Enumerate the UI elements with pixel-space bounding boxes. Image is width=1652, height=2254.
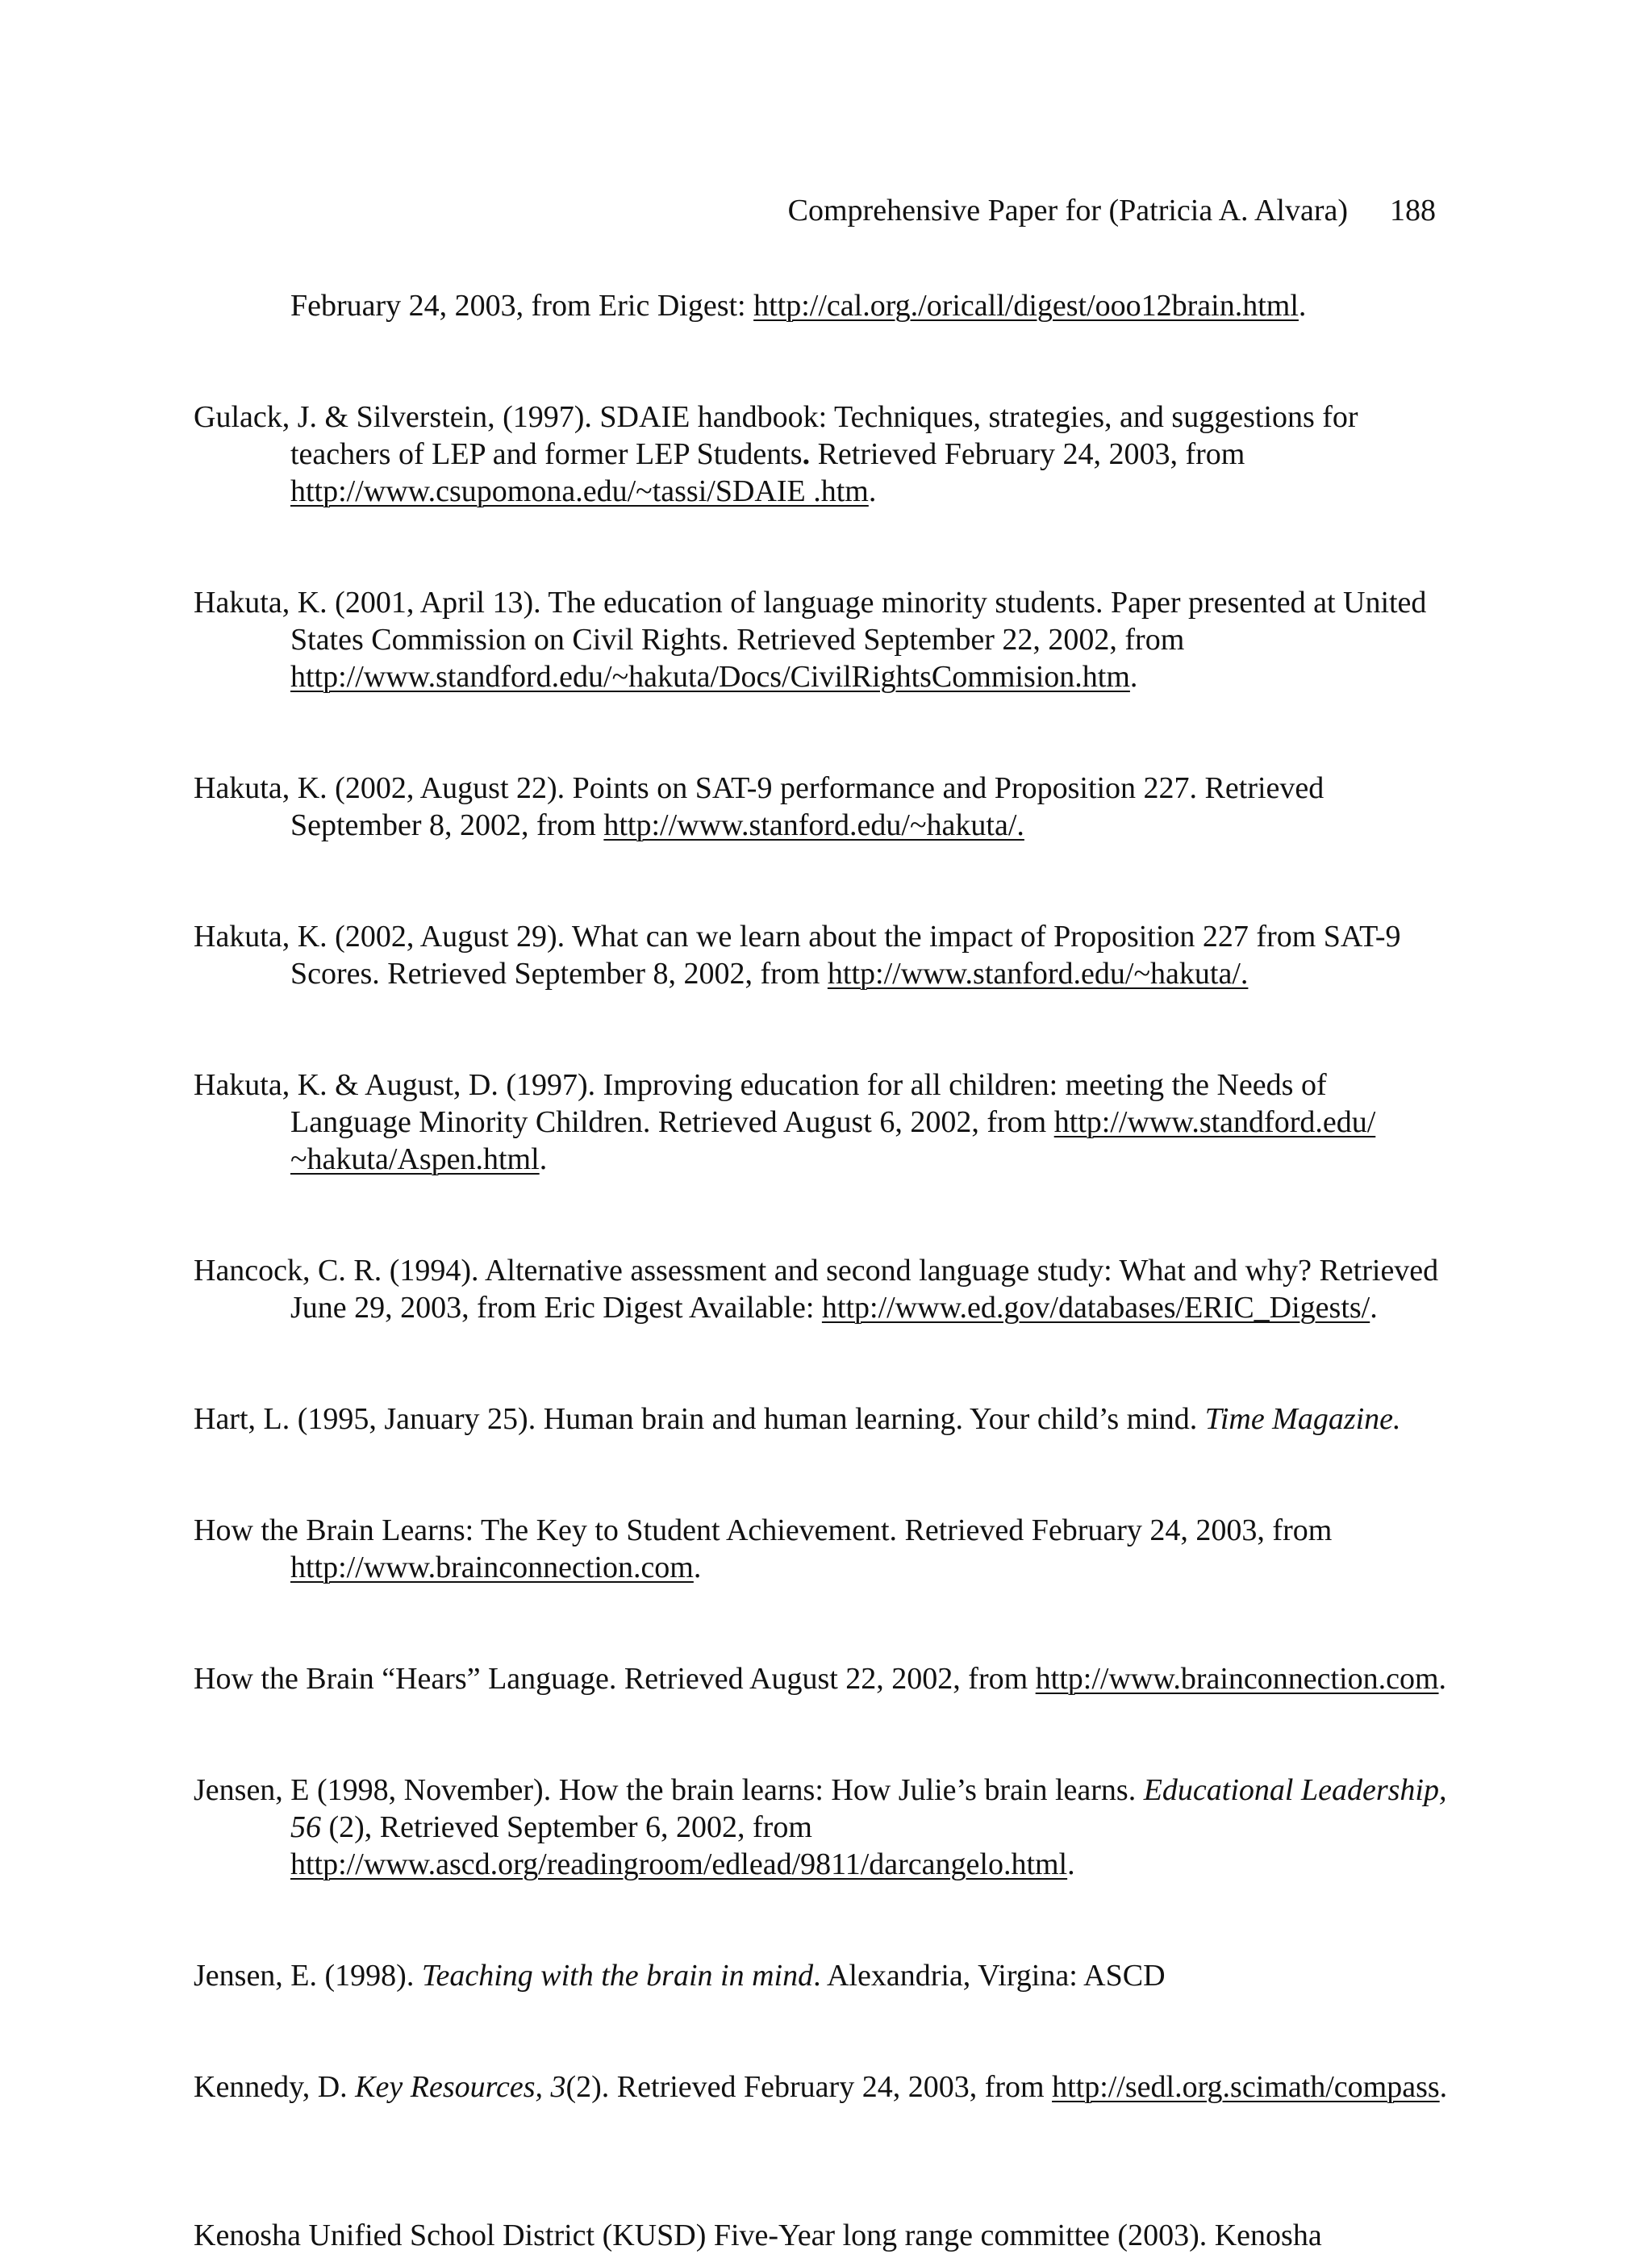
reference-text: Hart, L. (1995, January 25). Human brain and human learning. Your child’s mind. — [194, 1402, 1205, 1436]
reference-entry — [194, 1400, 1452, 1438]
reference-entry — [194, 1660, 1452, 1697]
reference-entry — [194, 287, 1452, 324]
reference-text: Hakuta, K. (2001, April 13). The education of language minority students. Paper presented at United States Commission on Civil Rights. Retrieved September 22, 2002, from — [194, 586, 1427, 657]
reference-entry — [194, 1252, 1452, 1326]
reference-entry — [194, 1772, 1452, 1883]
reference-italic-text: Time Magazine. — [1204, 1402, 1401, 1436]
reference-link[interactable]: http://www.stanford.edu/~hakuta/. — [827, 957, 1249, 991]
reference-link[interactable]: http://www.brainconnection.com — [290, 1551, 694, 1584]
reference-text: How the Brain Learns: The Key to Student Achievement. Retrieved February 24, 2003, from — [194, 1513, 1333, 1547]
reference-text: . — [1129, 660, 1138, 694]
reference-link[interactable]: http://www.brainconnection.com — [1035, 1662, 1439, 1696]
reference-text: Retrieved February 24, 2003, from — [810, 437, 1245, 471]
reference-text: Gulack, J. & Silverstein, (1997). SDAIE handbook: Techniques, strategies, and suggestions for teachers of LEP and former LEP Students — [194, 400, 1358, 471]
reference-link[interactable]: http://sedl.org.scimath/compass — [1052, 2070, 1440, 2104]
reference-text: Hakuta, K. & August, D. (1997). Improving education for all children: meeting the Needs of Language Minority Children. Retrieved August 6, 2002, from — [194, 1068, 1327, 1139]
running-header — [194, 192, 1436, 229]
reference-entry — [194, 1957, 1452, 1994]
reference-text: Kenosha Unified School District (KUSD) Five-Year long range committee (2003). Kenosha — [194, 2219, 1322, 2252]
reference-italic-text: Teaching with the brain in mind — [421, 1959, 814, 1993]
reference-text: How the Brain “Hears” Language. Retrieved August 22, 2002, from — [194, 1662, 1036, 1696]
reference-link[interactable]: http://www.standford.edu/ ~hakuta/Aspen.html — [290, 1105, 1376, 1176]
reference-entry — [194, 2068, 1452, 2106]
reference-text: February 24, 2003, from Eric Digest: — [290, 289, 754, 323]
reference-text: (2), Retrieved September 6, 2002, from — [321, 1810, 812, 1844]
reference-text: . — [1439, 2070, 1448, 2104]
reference-text: . Alexandria, Virgina: ASCD — [813, 1959, 1166, 1993]
reference-entry — [194, 584, 1452, 695]
reference-text: . — [539, 1142, 548, 1176]
reference-text: . — [868, 474, 877, 508]
reference-italic-text: Educational Leadership, 56 — [290, 1773, 1447, 1844]
reference-link[interactable]: http://www.csupomona.edu/~tassi/SDAIE .htm — [290, 474, 869, 508]
reference-text: Hakuta, K. (2002, August 22). Points on SAT-9 performance and Proposition 227. Retrieved September 8, 2002, from — [194, 771, 1325, 842]
reference-text: Jensen, E (1998, November). How the brain learns: How Julie’s brain learns. — [194, 1773, 1144, 1807]
reference-link[interactable]: http://www.ascd.org/readingroom/edlead/9811/darcangelo.html — [290, 1847, 1068, 1881]
reference-text: . — [1067, 1847, 1075, 1881]
reference-link[interactable]: http://www.standford.edu/~hakuta/Docs/CivilRightsCommision.htm — [290, 660, 1130, 694]
reference-entry — [194, 1512, 1452, 1586]
reference-text: Hancock, C. R. (1994). Alternative assessment and second language study: What and why? Retrieved June 29, 2003, from Eric Digest Available: — [194, 1254, 1439, 1325]
reference-entry — [194, 770, 1452, 844]
reference-text: . — [1298, 289, 1307, 323]
reference-text: (2). Retrieved February 24, 2003, from — [565, 2070, 1053, 2104]
reference-text: Kennedy, D. — [194, 2070, 356, 2104]
reference-text: . — [693, 1551, 702, 1584]
reference-entry — [194, 1066, 1452, 1178]
reference-link[interactable]: http://www.ed.gov/databases/ERIC_Digests/ — [821, 1291, 1370, 1325]
reference-text: . — [1438, 1662, 1447, 1696]
reference-text: Hakuta, K. (2002, August 29). What can we learn about the impact of Proposition 227 from SAT-9 Scores. Retrieved September 8, 2002, from — [194, 920, 1401, 991]
running-title: Comprehensive Paper for (Patricia A. Alvara) — [787, 194, 1348, 227]
reference-link[interactable]: http://www.stanford.edu/~hakuta/. — [603, 808, 1024, 842]
reference-entry — [194, 399, 1452, 510]
reference-link[interactable]: http://cal.org./oricall/digest/ooo12brain.html — [753, 289, 1299, 323]
reference-bold-text: . — [802, 437, 811, 471]
reference-list — [194, 287, 1452, 2254]
reference-entry — [194, 2217, 1452, 2254]
reference-text: . — [1370, 1291, 1378, 1325]
reference-italic-text: Key Resources, 3 — [355, 2070, 566, 2104]
page-number: 188 — [1390, 194, 1436, 227]
reference-text: Jensen, E. (1998). — [194, 1959, 422, 1993]
reference-entry — [194, 918, 1452, 992]
